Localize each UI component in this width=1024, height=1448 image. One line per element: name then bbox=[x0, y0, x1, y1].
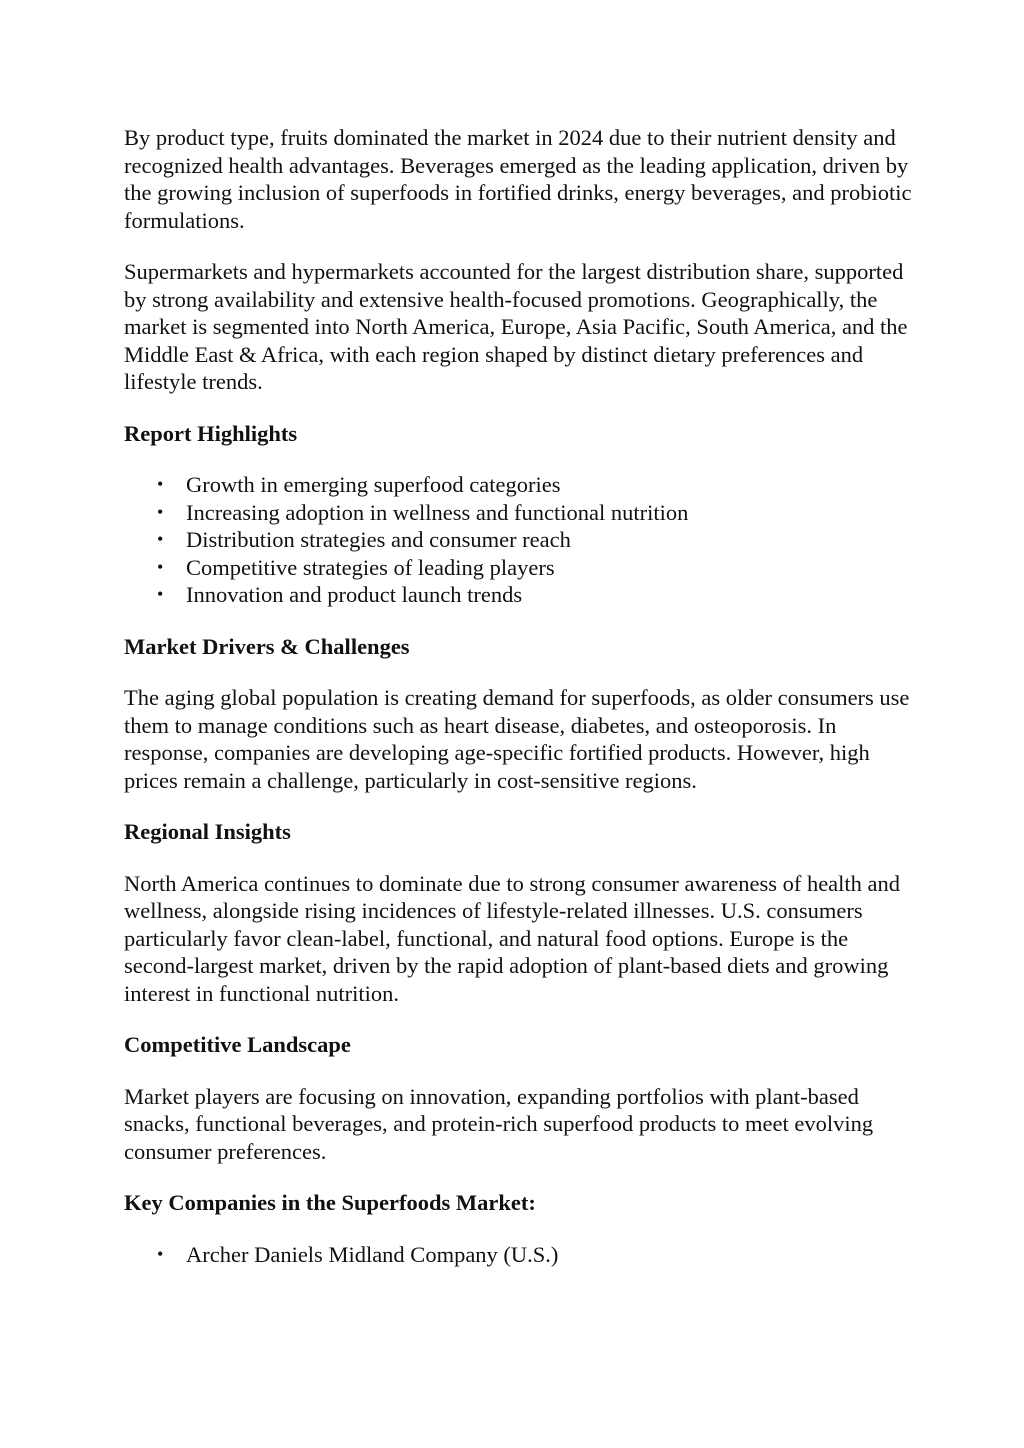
list-item: • Increasing adoption in wellness and functional nutrition bbox=[157, 499, 689, 525]
key-companies-list bbox=[124, 1241, 914, 1269]
list-item: • Innovation and product launch trends bbox=[157, 582, 523, 607]
bullet-icon: • bbox=[157, 1243, 164, 1264]
bullet-icon: • bbox=[157, 584, 164, 604]
drivers-paragraph: The aging global population is creating demand for superfoods, as older consumers use them to manage conditions such as heart disease, diabetes, and osteoporosis. In response, companies are developing age-specific fortified products. However, high prices remain a challenge, particularly in cost-sensitive regions. bbox=[124, 685, 910, 793]
list-item: • Competitive strategies of leading players bbox=[157, 554, 555, 580]
intro-paragraph-1: By product type, fruits dominated the market in 2024 due to their nutrient density and recognized health advantages. Beverages emerged as the leading application, driven by the growing inclusion of superfoods in fortified drinks, energy beverages, and probiotic formulations. bbox=[124, 125, 912, 233]
drivers-heading: Market Drivers & Challenges bbox=[124, 633, 410, 659]
bullet-icon: • bbox=[157, 474, 164, 494]
bullet-icon: • bbox=[157, 501, 164, 522]
key-companies-heading: Key Companies in the Superfoods Market: bbox=[124, 1190, 536, 1215]
list-item: • Archer Daniels Midland Company (U.S.) bbox=[157, 1241, 559, 1267]
competitive-heading: Competitive Landscape bbox=[124, 1032, 351, 1057]
report-highlights-heading: Report Highlights bbox=[124, 420, 298, 446]
competitive-paragraph: Market players are focusing on innovation, expanding portfolios with plant-based snacks, functional beverages, and protein-rich superfood products to meet evolving consumer preferences. bbox=[124, 1083, 874, 1164]
list-item: • Distribution strategies and consumer reach bbox=[157, 527, 571, 552]
regional-paragraph: North America continues to dominate due to strong consumer awareness of health and wellness, alongside rising incidences of lifestyle-related illnesses. U.S. consumers particularly favor clean-label, functional, and natural food options. Europe is the second-largest market, driven by the rapid adoption of plant-based diets and growing interest in functional nutrition. bbox=[124, 870, 901, 1006]
bullet-icon: • bbox=[157, 529, 164, 549]
document-page bbox=[124, 124, 914, 1292]
report-highlights-list bbox=[124, 471, 914, 609]
intro-paragraph-2: Supermarkets and hypermarkets accounted for the largest distribution share, supported by strong availability and extensive health-focused promotions. Geographically, the market is segmented into North America, Europe, Asia Pacific, South America, and the Middle East & Africa, with each region shaped by distinct dietary preferences and lifestyle trends. bbox=[124, 259, 908, 394]
bullet-icon: • bbox=[157, 556, 164, 577]
regional-heading: Regional Insights bbox=[124, 819, 291, 844]
list-item: • Growth in emerging superfood categories bbox=[157, 472, 561, 497]
